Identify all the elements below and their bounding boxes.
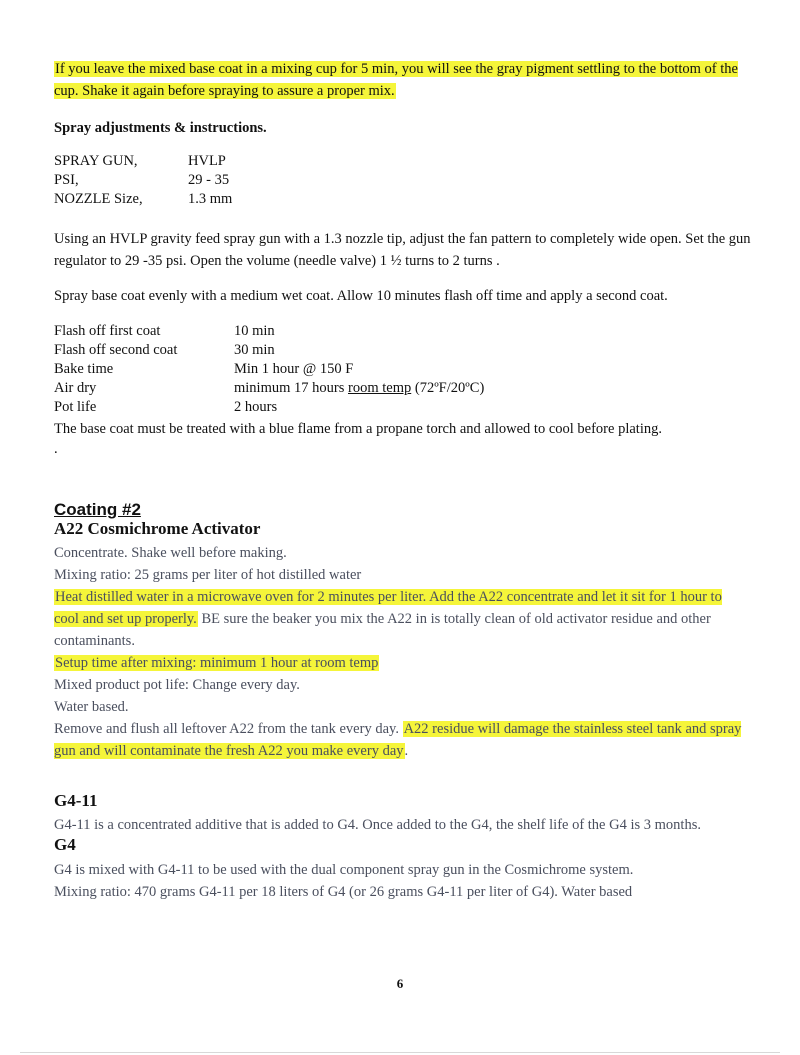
- coating2-line: Mixed product pot life: Change every day.: [54, 677, 300, 693]
- g411-text: G4-11 is a concentrated additive that is added to G4. Once added to the G4, the shelf life of the G4 is 3 months.: [54, 817, 701, 833]
- spray-paragraph-1: [54, 228, 754, 272]
- coating2-line: Water based.: [54, 699, 129, 715]
- intro-paragraph: [54, 58, 754, 102]
- base-coat-note: [54, 418, 754, 440]
- coating2-body: [54, 542, 744, 762]
- spray-paragraph-2: [54, 285, 754, 307]
- base-coat-note-text: The base coat must be treated with a blue flame from a propane torch and allowed to cool before plating.: [54, 421, 662, 437]
- g411-title-text: G4-11: [54, 791, 98, 810]
- timing-row: [54, 323, 484, 342]
- timing-value: 2 hours: [234, 399, 278, 415]
- timing-label: Flash off second coat: [54, 342, 178, 358]
- setting-row: [54, 191, 232, 210]
- spray-paragraph-1-text: Using an HVLP gravity feed spray gun with a 1.3 nozzle tip, adjust the fan pattern to completely wide open. Set the gun regulator to 29 -35 psi. Open the volume (needle valve) 1 ½ turns to 2 turns .: [54, 231, 751, 269]
- timing-row: [54, 380, 484, 399]
- setting-value: HVLP: [188, 153, 226, 169]
- setting-label: PSI,: [54, 172, 79, 188]
- coating2-highlight: Heat distilled water in a microwave oven for 2 minutes per liter. Add the A22 concentrate and let it sit for 1 hour to cool and set up properly.: [54, 589, 722, 627]
- spray-settings-table: [54, 153, 232, 210]
- setting-label: NOZZLE Size,: [54, 191, 143, 207]
- setting-value: 29 - 35: [188, 172, 230, 188]
- setting-row: [54, 153, 232, 172]
- page-bottom-edge: [20, 1052, 780, 1053]
- air-dry-room-temp: room temp: [348, 380, 412, 396]
- g411-body: [54, 814, 774, 836]
- setting-value: 1.3 mm: [188, 191, 233, 207]
- coating2-highlight: A22 residue will damage the stainless steel tank and spray gun and will contaminate the fresh A22 you make every day: [54, 721, 742, 759]
- g4-title: [54, 834, 76, 856]
- g4-title-text: G4: [54, 835, 76, 854]
- coating2-line-rest: BE sure the beaker you mix the A22 in is totally clean of old activator residue and other contaminants.: [54, 611, 711, 649]
- timing-row: [54, 399, 484, 418]
- coating2-line: Concentrate. Shake well before making.: [54, 545, 287, 561]
- spray-settings: [54, 153, 232, 210]
- setting-row: [54, 172, 232, 191]
- g411-title: [54, 790, 97, 812]
- intro-highlight: If you leave the mixed base coat in a mixing cup for 5 min, you will see the gray pigment settling to the bottom of the cup. Shake it again before spraying to assure a proper mix.: [54, 61, 738, 99]
- air-dry-pre: minimum 17 hours: [234, 380, 348, 396]
- coating2-line-post: .: [404, 743, 409, 759]
- spray-paragraph-2-text: Spray base coat evenly with a medium wet coat. Allow 10 minutes flash off time and apply a second coat.: [54, 288, 668, 304]
- g4-line: Mixing ratio: 470 grams G4-11 per 18 liters of G4 (or 26 grams G4-11 per liter of G4). Water based: [54, 884, 633, 900]
- timings-table: [54, 323, 484, 418]
- timing-value: 10 min: [234, 323, 275, 339]
- timing-label: Flash off first coat: [54, 323, 161, 339]
- coating2-title-text: Coating #2: [54, 500, 141, 519]
- stray-dot-text: .: [54, 441, 58, 457]
- timing-label: Bake time: [54, 361, 114, 377]
- timing-row: [54, 361, 484, 380]
- timing-value: 30 min: [234, 342, 275, 358]
- page-number: 6: [396, 976, 404, 991]
- coating2-title: [54, 500, 141, 520]
- timing-label: Air dry: [54, 380, 97, 396]
- g4-body: [54, 859, 774, 903]
- coating2-line-pre: Remove and flush all leftover A22 from the tank every day.: [54, 721, 403, 737]
- timing-value: [234, 380, 484, 399]
- spray-heading: [54, 117, 267, 139]
- timing-label: Pot life: [54, 399, 97, 415]
- g4-line: G4 is mixed with G4-11 to be used with the dual component spray gun in the Cosmichrome system.: [54, 862, 634, 878]
- coating2-product-text: A22 Cosmichrome Activator: [54, 519, 261, 538]
- air-dry-post: (72ºF/20ºC): [411, 380, 485, 396]
- stray-dot: [54, 438, 58, 460]
- spray-heading-text: Spray adjustments & instructions.: [54, 120, 267, 136]
- coating2-line: Mixing ratio: 25 grams per liter of hot distilled water: [54, 567, 362, 583]
- timing-value: Min 1 hour @ 150 F: [234, 361, 354, 377]
- coating2-product: [54, 518, 260, 540]
- coating2-highlight: Setup time after mixing: minimum 1 hour at room temp: [55, 655, 379, 671]
- timings: [54, 323, 484, 418]
- timing-row: [54, 342, 484, 361]
- setting-label: SPRAY GUN,: [54, 153, 138, 169]
